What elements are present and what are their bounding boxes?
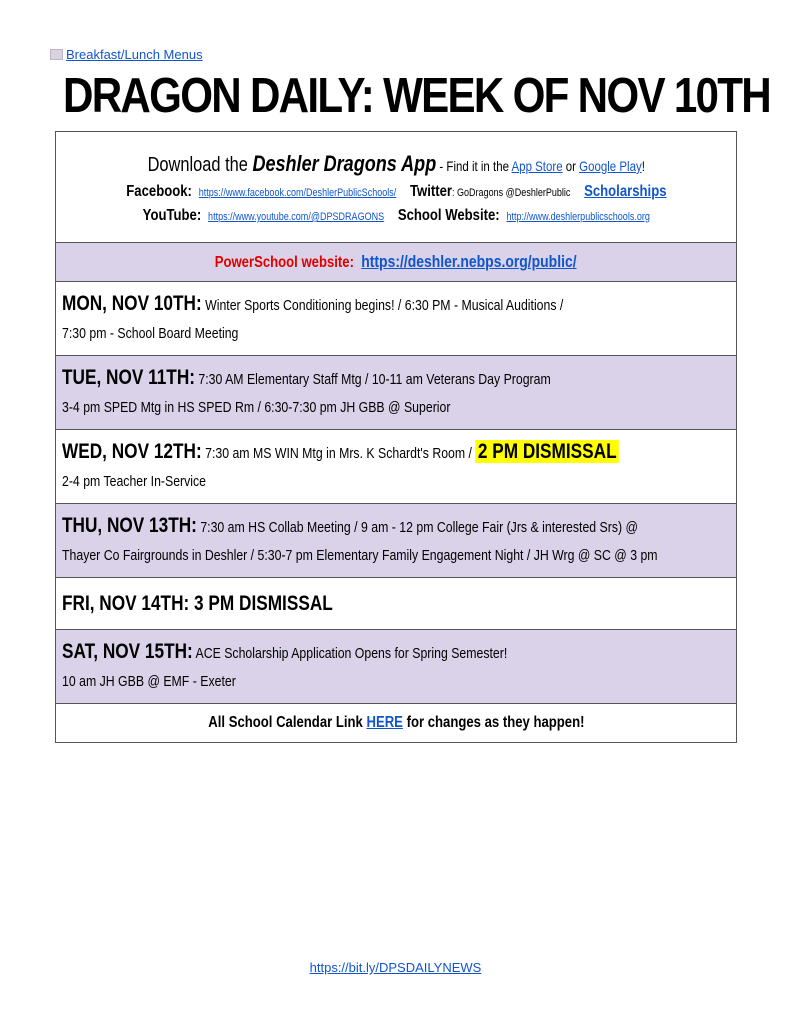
calendar-here-link[interactable]: HERE <box>366 714 403 731</box>
day-head: FRI, NOV 14TH: 3 PM DISMISSAL <box>62 591 333 615</box>
fri-cell <box>56 578 737 630</box>
day-row-fri <box>56 578 737 630</box>
thu-cell <box>56 504 737 578</box>
youtube-label: YouTube: <box>142 207 201 224</box>
day-row-wed <box>56 430 737 504</box>
day-head: MON, NOV 10TH: <box>62 291 202 315</box>
day-row-tue <box>56 356 737 430</box>
page-title: DRAGON DAILY: WEEK OF NOV 10TH <box>63 69 770 123</box>
day-text: 7:30 AM Elementary Staff Mtg / 10-11 am Veterans Day Program <box>195 370 551 388</box>
facebook-label: Facebook: <box>125 183 192 200</box>
breakfast-lunch-link-row <box>50 47 203 62</box>
daily-news-link[interactable]: https://bit.ly/DPSDAILYNEWS <box>309 960 482 975</box>
website-label: School Website: <box>397 207 500 224</box>
footer-suffix: for changes as they happen! <box>402 714 585 731</box>
day-row-thu <box>56 504 737 578</box>
website-link[interactable]: http://www.deshlerpublicschools.org <box>506 211 650 223</box>
bottom-link-row <box>0 960 791 975</box>
day-head: TUE, NOV 11TH: <box>62 365 196 389</box>
google-play-link[interactable]: Google Play <box>578 158 642 174</box>
day-head: SAT, NOV 15TH: <box>62 639 193 663</box>
sat-cell <box>56 630 737 704</box>
menu-icon <box>50 49 63 60</box>
day-text: 2-4 pm Teacher In-Service <box>62 472 207 490</box>
footer-row <box>56 704 737 743</box>
header-cell <box>56 132 737 243</box>
tue-cell <box>56 356 737 430</box>
powerschool-label: PowerSchool website: <box>215 254 355 271</box>
youtube-website-line <box>62 207 730 225</box>
app-store-link[interactable]: App Store <box>511 158 563 174</box>
app-download-line <box>62 151 730 177</box>
wed-cell <box>56 430 737 504</box>
or-text: or <box>562 158 579 174</box>
twitter-label: Twitter <box>409 183 452 200</box>
youtube-link[interactable]: https://www.youtube.com/@DPSDRAGONS <box>207 211 384 223</box>
twitter-handle: : GoDragons @DeshlerPublic <box>451 187 571 199</box>
footer-prefix: All School Calendar Link <box>207 714 367 731</box>
day-text: 7:30 am MS WIN Mtg in Mrs. K Schardt's Room / <box>201 444 476 462</box>
footer-cell <box>56 704 737 743</box>
day-head: THU, NOV 13TH: <box>62 513 197 537</box>
day-text: Winter Sports Conditioning begins! / 6:30 PM - Musical Auditions / <box>201 296 564 314</box>
powerschool-cell <box>56 243 737 282</box>
day-head: WED, NOV 12TH: <box>62 439 202 463</box>
app-name: Deshler Dragons App <box>252 151 436 176</box>
day-text: Thayer Co Fairgrounds in Deshler / 5:30-7 pm Elementary Family Engagement Night / JH Wrg @ SC @ 3 pm <box>62 546 658 564</box>
find-text: - Find it in the <box>435 158 512 174</box>
powerschool-row <box>56 243 737 282</box>
exclaim-text: ! <box>641 158 645 174</box>
day-text: 7:30 pm - School Board Meeting <box>62 324 239 342</box>
download-prefix: Download the <box>147 154 248 176</box>
social-line <box>62 183 730 201</box>
header-row <box>56 132 737 243</box>
day-text: 7:30 am HS Collab Meeting / 9 am - 12 pm College Fair (Jrs & interested Srs) @ <box>196 518 639 536</box>
day-text: 10 am JH GBB @ EMF - Exeter <box>62 672 236 690</box>
breakfast-lunch-menus-link[interactable]: Breakfast/Lunch Menus <box>66 47 203 62</box>
mon-cell <box>56 282 737 356</box>
facebook-link[interactable]: https://www.facebook.com/DeshlerPublicSchools/ <box>198 187 396 199</box>
day-text: 3-4 pm SPED Mtg in HS SPED Rm / 6:30-7:30 pm JH GBB @ Superior <box>62 398 451 416</box>
dismissal-highlight: 2 PM DISMISSAL <box>475 440 619 463</box>
day-row-mon <box>56 282 737 356</box>
day-text: ACE Scholarship Application Opens for Spring Semester! <box>192 644 508 662</box>
day-row-sat <box>56 630 737 704</box>
powerschool-link[interactable]: https://deshler.nebps.org/public/ <box>361 252 577 271</box>
announcements-table <box>55 131 737 743</box>
scholarships-link[interactable]: Scholarships <box>583 183 667 200</box>
